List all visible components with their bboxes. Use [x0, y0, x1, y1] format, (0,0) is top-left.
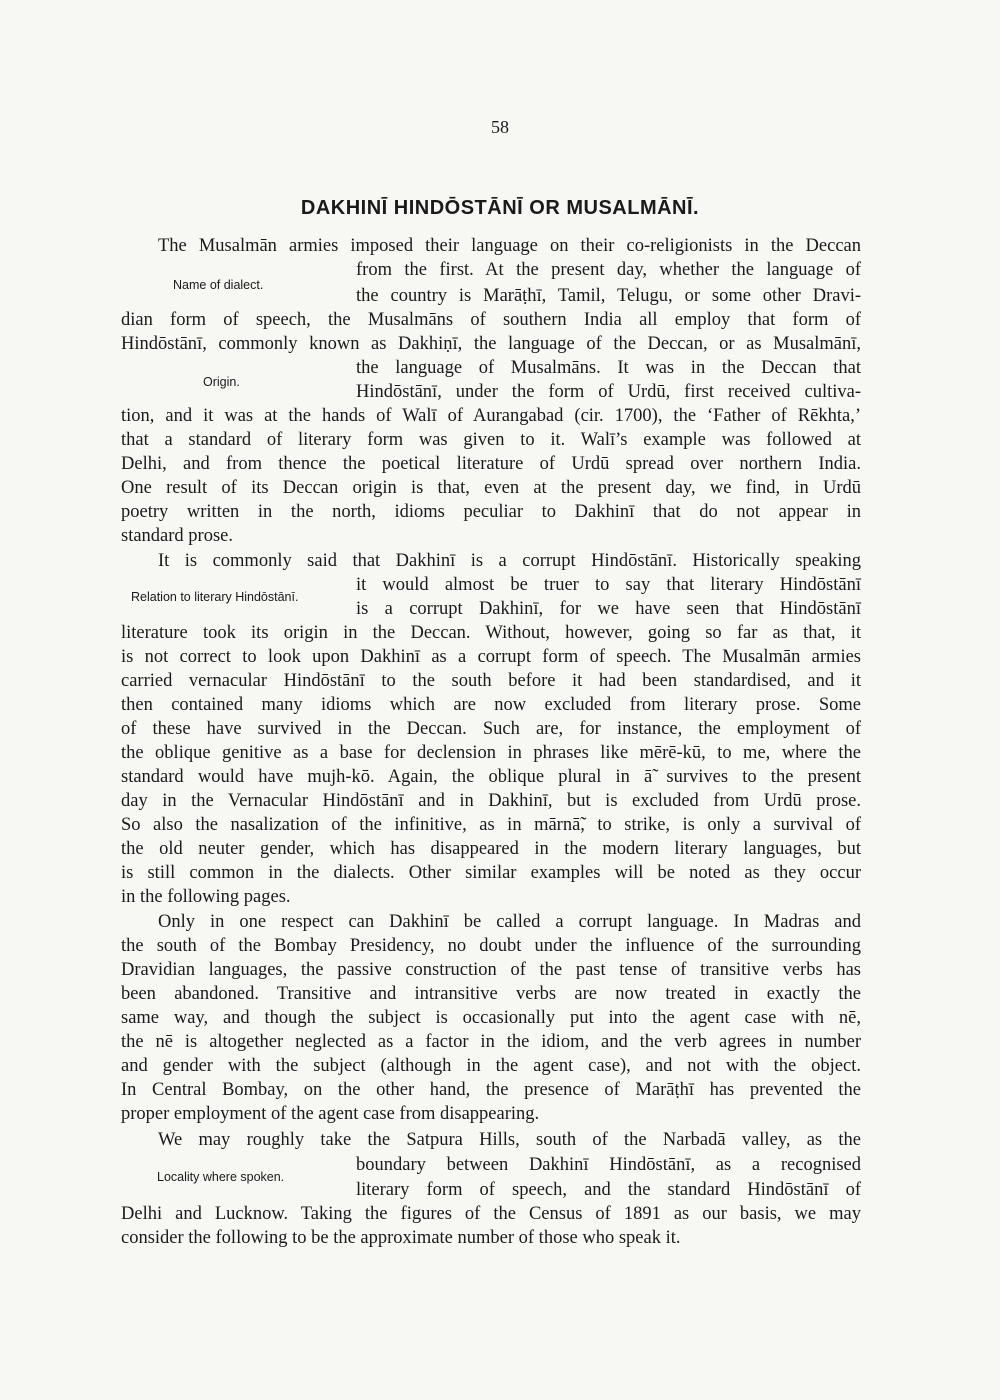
- text-line: the nē is altogether neglected as a factor in the idiom, and the verb agrees in number: [121, 1032, 861, 1052]
- text-line: So also the nasalization of the infinitive, as in mārnā̃, to strike, is only a survival of: [121, 815, 861, 835]
- text-line: is still common in the dialects. Other similar examples will be noted as they occur: [121, 863, 861, 883]
- text-line: been abandoned. Transitive and intransitive verbs are now treated in exactly the: [121, 984, 861, 1004]
- text-line: the south of the Bombay Presidency, no doubt under the influence of the surrounding: [121, 936, 861, 956]
- text-line: dian form of speech, the Musalmāns of southern India all employ that form of: [121, 310, 861, 330]
- text-line: it would almost be truer to say that literary Hindōstānī: [356, 575, 861, 595]
- text-line: standard would have mujh-kō. Again, the oblique plural in ā̃ survives to the present: [121, 767, 861, 787]
- text-line: is a corrupt Dakhinī, for we have seen that Hindōstānī: [356, 599, 861, 619]
- text-line: from the first. At the present day, whether the language of: [356, 260, 861, 280]
- text-line: tion, and it was at the hands of Walī of Aurangabad (cir. 1700), the ‘Father of Rēkhta,’: [121, 406, 861, 426]
- text-line: same way, and though the subject is occasionally put into the agent case with nē,: [121, 1008, 861, 1028]
- text-line: We may roughly take the Satpura Hills, south of the Narbadā valley, as the: [158, 1130, 861, 1150]
- text-line: Dravidian languages, the passive construction of the past tense of transitive verbs has: [121, 960, 861, 980]
- text-line: then contained many idioms which are now excluded from literary prose. Some: [121, 695, 861, 715]
- sidenote-origin: Origin.: [203, 375, 240, 389]
- text-line: is not correct to look upon Dakhinī as a corrupt form of speech. The Musalmān armies: [121, 647, 861, 667]
- text-line: carried vernacular Hindōstānī to the south before it had been standardised, and it: [121, 671, 861, 691]
- text-line: The Musalmān armies imposed their language on their co-religionists in the Deccan: [158, 236, 861, 256]
- text-line: that a standard of literary form was given to it. Walī’s example was followed at: [121, 430, 861, 450]
- text-line: Only in one respect can Dakhinī be called a corrupt language. In Madras and: [158, 912, 861, 932]
- text-line: Delhi and Lucknow. Taking the figures of the Census of 1891 as our basis, we may: [121, 1204, 861, 1224]
- text-line: poetry written in the north, idioms peculiar to Dakhinī that do not appear in: [121, 502, 861, 522]
- text-line: of these have survived in the Deccan. Such are, for instance, the employment of: [121, 719, 861, 739]
- text-line: literature took its origin in the Deccan. Without, however, going so far as that, it: [121, 623, 861, 643]
- text-line: Delhi, and from thence the poetical literature of Urdū spread over northern India.: [121, 454, 861, 474]
- text-line: proper employment of the agent case from disappearing.: [121, 1104, 540, 1124]
- sidenote-relation: Relation to literary Hindōstānī.: [131, 590, 299, 604]
- text-line: the old neuter gender, which has disappeared in the modern literary languages, but: [121, 839, 861, 859]
- sidenote-locality: Locality where spoken.: [157, 1170, 285, 1184]
- text-line: standard prose.: [121, 526, 233, 546]
- text-line: in the following pages.: [121, 887, 291, 907]
- sidenote-name-of-dialect: Name of dialect.: [173, 278, 264, 292]
- text-line: Hindōstānī, under the form of Urdū, first received cultiva-: [356, 382, 861, 402]
- text-line: In Central Bombay, on the other hand, the presence of Marāṭhī has prevented the: [121, 1080, 861, 1100]
- page-number: 58: [491, 117, 509, 137]
- text-line: the oblique genitive as a base for declension in phrases like mērē-kū, to me, where the: [121, 743, 861, 763]
- text-line: consider the following to be the approximate number of those who speak it.: [121, 1228, 681, 1248]
- text-line: boundary between Dakhinī Hindōstānī, as a recognised: [356, 1155, 861, 1175]
- text-line: One result of its Deccan origin is that, even at the present day, we find, in Urdū: [121, 478, 861, 498]
- text-line: literary form of speech, and the standard Hindōstānī of: [356, 1180, 861, 1200]
- text-line: Hindōstānī, commonly known as Dakhiṇī, the language of the Deccan, or as Musalmānī,: [121, 334, 861, 354]
- text-line: the language of Musalmāns. It was in the Deccan that: [356, 358, 861, 378]
- page-title: DAKHINĪ HINDŌSTĀNĪ OR MUSALMĀNĪ.: [300, 197, 700, 219]
- text-line: day in the Vernacular Hindōstānī and in Dakhinī, but is excluded from Urdū prose.: [121, 791, 861, 811]
- text-line: It is commonly said that Dakhinī is a corrupt Hindōstānī. Historically speaking: [158, 551, 861, 571]
- text-line: the country is Marāṭhī, Tamil, Telugu, or some other Dravi-: [356, 286, 861, 306]
- text-line: and gender with the subject (although in the agent case), and not with the object.: [121, 1056, 861, 1076]
